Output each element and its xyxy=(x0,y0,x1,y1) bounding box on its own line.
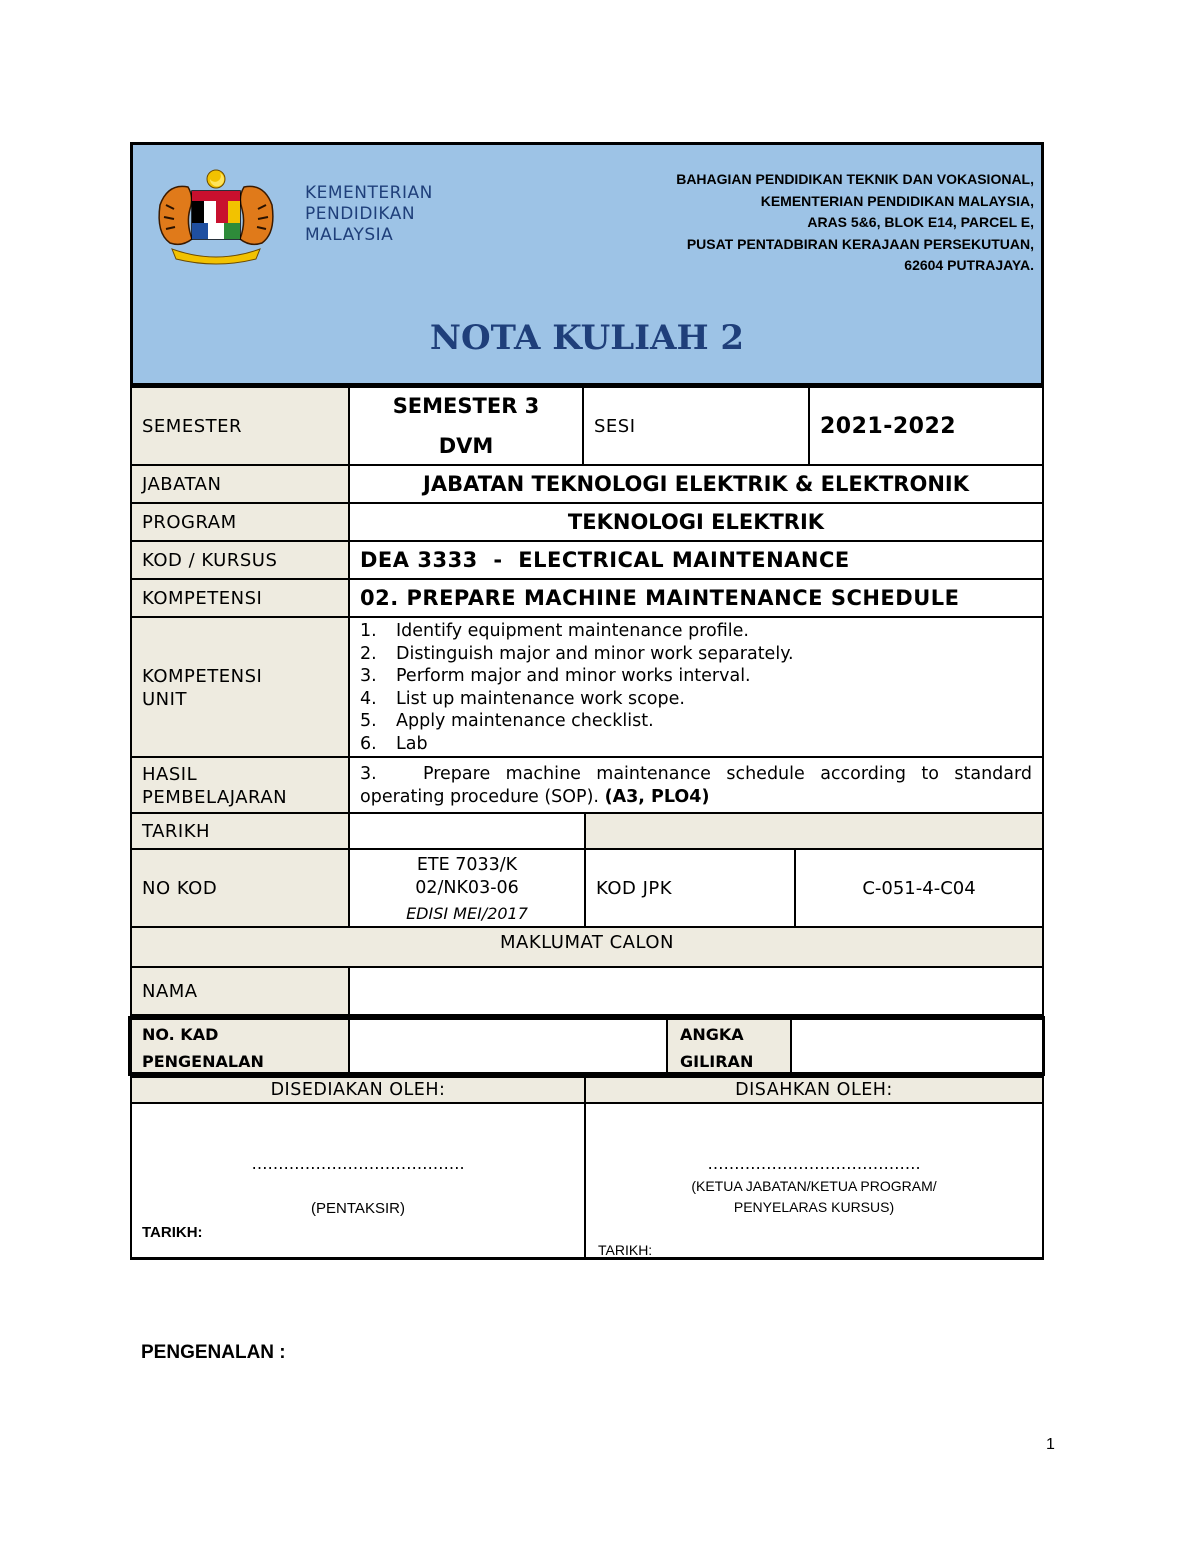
program-value: TEKNOLOGI ELEKTRIK xyxy=(348,502,1044,542)
semester-value: SEMESTER 3 DVM xyxy=(348,386,584,466)
disahkan-signature-box xyxy=(584,1102,1044,1260)
document-title: NOTA KULIAH 2 xyxy=(429,318,745,358)
ketua-caption-line1: (KETUA JABATAN/KETUA PROGRAM/ xyxy=(691,1178,937,1194)
ministry-address: BAHAGIAN PENDIDIKAN TEKNIK DAN VOKASIONAL, KEMENTERIAN PENDIDIKAN MALAYSIA, ARAS 5&6, BLOK E14, PARCEL E, PUSAT PENTADBIRAN KERAJAAN PERSEKUTUAN, 62604 PUTRAJAYA. xyxy=(676,171,1034,273)
list-item: 5. Apply maintenance checklist. xyxy=(360,711,654,732)
jabatan-value: JABATAN TEKNOLOGI ELEKTRIK & ELEKTRONIK xyxy=(348,464,1044,504)
semester-label: SEMESTER xyxy=(130,386,350,466)
kod-kursus-label: KOD / KURSUS xyxy=(130,540,350,580)
kod-jpk-value: C-051-4-C04 xyxy=(794,848,1044,928)
signature-line: …………………………………. xyxy=(251,1154,465,1173)
jabatan-label: JABATAN xyxy=(130,464,350,504)
signature-line: …………………………………. xyxy=(707,1154,921,1173)
angka-giliran-label: ANGKA GILIRAN xyxy=(666,1018,792,1074)
nama-field[interactable] xyxy=(348,966,1044,1016)
no-kad-field[interactable] xyxy=(348,1018,668,1074)
hasil-pembelajaran-value: 3. Prepare machine maintenance schedule according to standard operating procedure (SOP). (A3, PLO4) xyxy=(348,756,1044,814)
maklumat-calon-heading: MAKLUMAT CALON xyxy=(130,926,1044,968)
list-item: 1. Identify equipment maintenance profile. xyxy=(360,621,749,641)
pengenalan-heading: PENGENALAN : xyxy=(141,1342,286,1363)
page-number: 1 xyxy=(1046,1436,1055,1453)
ministry-name: KEMENTERIAN PENDIDIKAN MALAYSIA xyxy=(305,183,433,245)
ketua-caption-line2: PENYELARAS KURSUS) xyxy=(733,1199,895,1215)
list-item: 2. Distinguish major and minor work separately. xyxy=(360,643,794,664)
coat-of-arms-icon xyxy=(152,165,280,265)
kompetensi-unit-list xyxy=(348,616,1044,758)
nama-label: NAMA xyxy=(130,966,350,1016)
disediakan-signature-box xyxy=(130,1102,586,1260)
kompetensi-label: KOMPETENSI xyxy=(130,578,350,618)
list-item: 4. List up maintenance work scope. xyxy=(360,688,685,709)
kod-jpk-label: KOD JPK xyxy=(584,848,796,928)
program-label: PROGRAM xyxy=(130,502,350,542)
tarikh-sign-label: TARIKH: xyxy=(142,1224,203,1241)
tarikh-blank xyxy=(584,812,1044,850)
no-kad-label: NO. KAD PENGENALAN xyxy=(130,1018,350,1074)
kod-kursus-value: DEA 3333 - ELECTRICAL MAINTENANCE xyxy=(348,540,1044,580)
kompetensi-unit-label: KOMPETENSI UNIT xyxy=(130,616,350,758)
tarikh-field[interactable] xyxy=(348,812,586,850)
disediakan-heading: DISEDIAKAN OLEH: xyxy=(130,1076,586,1104)
list-item: 6. Lab xyxy=(360,733,428,754)
hasil-pembelajaran-label: HASIL PEMBELAJARAN xyxy=(130,756,350,814)
sesi-value: 2021-2022 xyxy=(808,386,1044,466)
list-item: 3. Perform major and minor works interval. xyxy=(360,666,751,687)
kompetensi-value: 02. PREPARE MACHINE MAINTENANCE SCHEDULE xyxy=(348,578,1044,618)
angka-giliran-field[interactable] xyxy=(790,1018,1044,1074)
sesi-label: SESI xyxy=(582,386,810,466)
no-kod-label: NO KOD xyxy=(130,848,350,928)
disahkan-heading: DISAHKAN OLEH: xyxy=(584,1076,1044,1104)
tarikh-sign-label: TARIKH: xyxy=(598,1242,653,1258)
tarikh-label: TARIKH xyxy=(130,812,350,850)
pentaksir-caption: (PENTAKSIR) xyxy=(311,1200,405,1217)
no-kod-value: ETE 7033/K 02/NK03-06 EDISI MEI/2017 xyxy=(348,848,586,928)
